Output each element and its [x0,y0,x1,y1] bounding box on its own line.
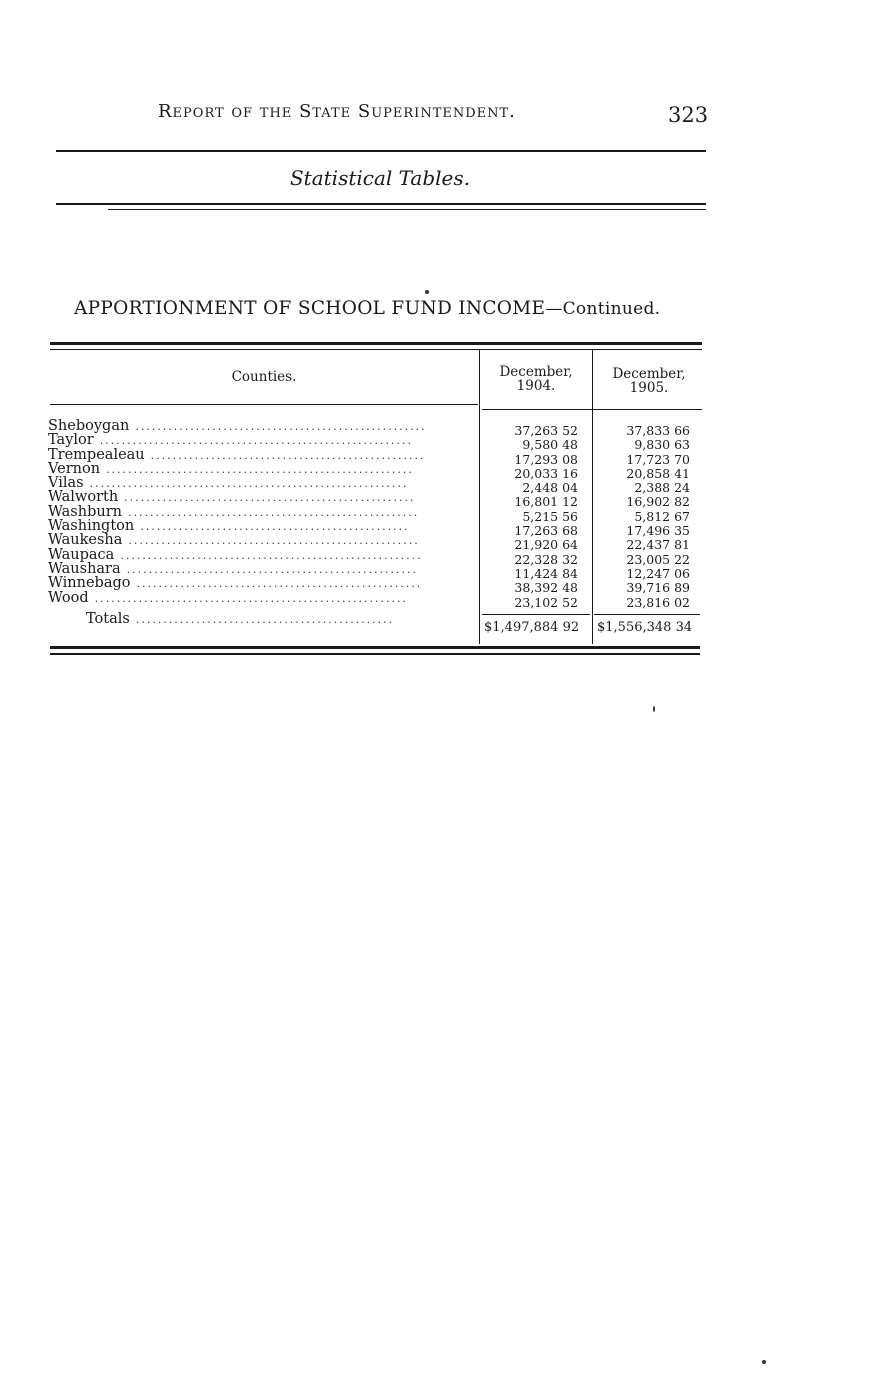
column-divider-1 [479,350,480,644]
cell-dec-1905: 16,902 82 [626,494,690,510]
dot-leader: ..................................................... [135,420,427,433]
totals-label: Totals [86,611,130,627]
table-title-main: APPORTIONMENT OF SCHOOL FUND INCOME [74,298,546,319]
header-dec-1904 [480,365,592,393]
cell-dec-1905: 5,812 67 [634,508,690,524]
cell-dec-1904: 23,102 52 [514,594,578,610]
table-title-suffix: —Continued. [545,299,661,319]
header-dec-1904-year: 1904. [516,378,556,394]
cell-dec-1905: 37,833 66 [626,423,690,438]
cell-dec-1905: 17,496 35 [626,523,690,539]
table-row [48,490,476,504]
county-name: Waukesha [48,533,123,548]
county-list [48,419,476,605]
header-counties [50,370,478,384]
county-name: Vernon [48,461,101,477]
column-divider-2 [592,350,593,644]
county-name: Waushara [48,561,121,577]
table-row [48,533,476,547]
table-row [48,591,476,605]
dot-leader: ..................................................... [124,491,416,505]
county-name: Waupaca [48,547,115,562]
table-row [48,448,476,462]
table-row [48,576,476,590]
table-row [48,505,476,519]
county-name: Washington [48,519,135,534]
header-counties-label: Counties. [231,369,297,385]
running-head: Report of the State Superintendent. [158,101,516,122]
cell-dec-1905: 20,858 41 [626,465,690,481]
table-row [48,419,476,433]
county-name: Wood [48,590,89,605]
totals-rule-1905 [594,614,700,615]
header-dec-1905-month: December, [612,366,686,382]
header-rule-counties [50,404,478,405]
cell-dec-1904: 2,448 04 [522,480,578,496]
table-row [48,462,476,476]
cell-dec-1904: 21,920 64 [514,537,578,553]
cell-dec-1904: 17,263 68 [514,523,578,539]
dot-leader: ..................................................... [126,562,418,576]
cell-dec-1905: 39,716 89 [626,580,690,596]
county-name: Vilas [48,476,84,491]
dot-leader: ..................................................... [127,505,420,519]
county-name: Sheboygan [48,419,130,434]
table-row [48,476,476,490]
speck [653,706,655,712]
cell-dec-1904: 20,033 16 [514,465,578,481]
cell-dec-1905: 9,830 63 [634,437,690,453]
dot-leader: ....................................................... [120,548,423,562]
cell-dec-1904: 16,801 12 [514,494,578,510]
speck [762,1360,766,1364]
dot-leader: ..................................................... [128,534,420,548]
header-dec-1905-year: 1905. [629,380,669,396]
cell-dec-1904: 17,293 08 [514,451,578,467]
table-row [48,562,476,576]
dot-leader: ......................................................... [94,591,408,605]
cell-dec-1904: 11,424 84 [514,565,578,581]
county-name: Washburn [48,504,122,520]
column-dec-1904 [482,424,578,610]
table-row [48,519,476,533]
cell-dec-1904: 5,215 56 [522,508,578,524]
table-rule-top-thick [50,342,702,345]
header-rule-bottom [56,203,706,205]
cell-dec-1904: 38,392 48 [514,580,578,596]
county-name: Winnebago [48,576,131,591]
header-rule-top [56,150,706,152]
dot-leader: ................................................. [140,520,410,534]
column-dec-1905 [594,424,690,610]
table-row [48,548,476,562]
totals-row [86,611,476,627]
section-title: Statistical Tables. [289,166,471,190]
cell-dec-1904: 9,580 48 [522,437,578,453]
cell-dec-1905: 23,005 22 [626,551,690,567]
cell-dec-1905: 22,437 81 [626,537,690,553]
header-dec-1905 [594,367,704,395]
dot-leader: .................................................... [136,577,423,591]
cell-dec-1905: 17,723 70 [626,451,690,467]
table-rule-bottom-thick [50,646,700,649]
dot-leader: ............................................... [135,613,395,626]
header-rule-bottom-2 [108,209,706,210]
total-dec-1904: $1,497,884 92 [484,620,580,635]
county-name: Taylor [48,433,94,448]
cell-dec-1905: 12,247 06 [626,565,690,581]
page-number: 323 [668,103,709,127]
speck [425,290,429,294]
dot-leader: ......................................................... [99,434,413,448]
cell-dec-1904: 22,328 32 [514,551,578,567]
table-rule-bottom-thin [50,653,700,655]
table-row [48,433,476,447]
total-dec-1905: $1,556,348 34 [597,620,693,635]
cell-dec-1904: 37,263 52 [514,423,578,438]
cell-dec-1905: 2,388 24 [634,480,690,496]
table-title [74,298,660,319]
cell-dec-1905: 23,816 02 [626,594,690,610]
dot-leader: .................................................. [150,448,426,462]
totals-rule-1904 [482,614,590,615]
table-rule-top-thin [50,349,702,350]
dot-leader: ........................................................ [106,462,414,476]
county-name: Walworth [48,490,119,505]
county-name: Trempealeau [48,447,145,462]
dot-leader: .......................................................... [89,477,409,491]
header-dec-1904-month: December, [499,364,573,380]
